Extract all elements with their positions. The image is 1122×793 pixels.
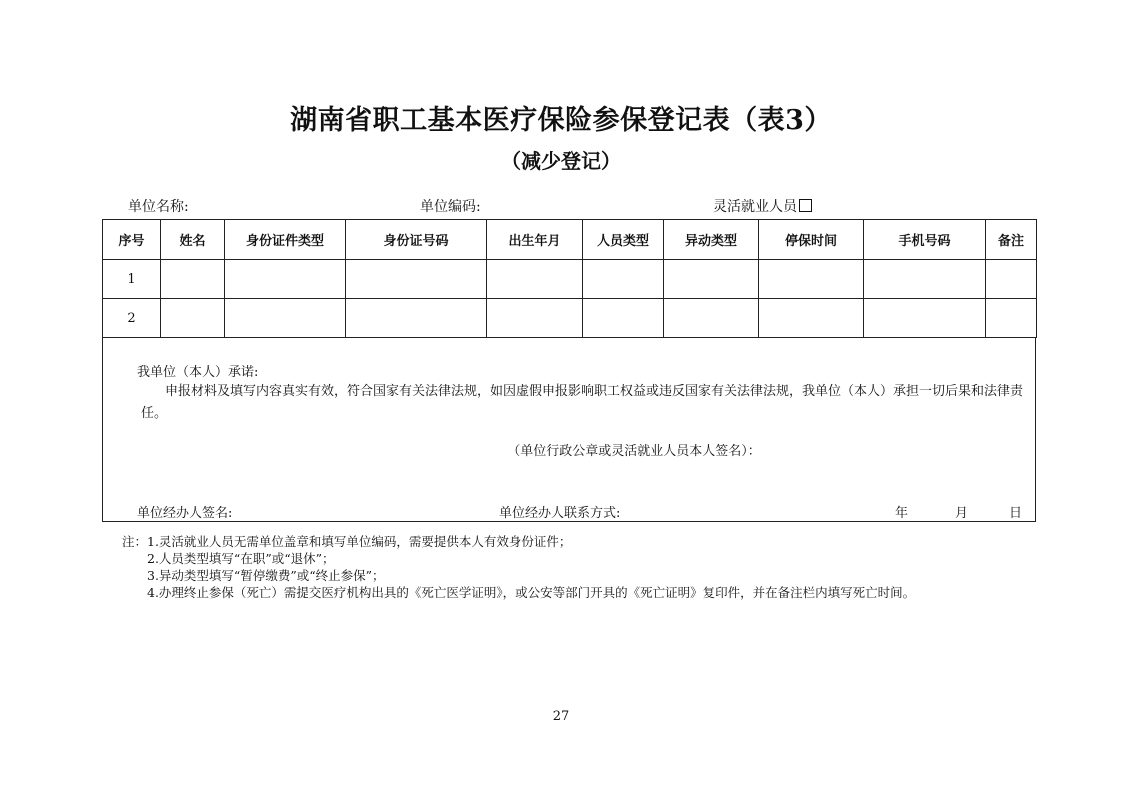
note-item: 2.人员类型填写“在职”或“退休”； — [147, 551, 335, 566]
form-subtitle: （减少登记） — [501, 149, 621, 173]
table-header-row — [103, 220, 1037, 260]
promise-heading: 我单位（本人）承诺: — [137, 365, 259, 380]
cell-id-type[interactable] — [225, 260, 346, 299]
flexible-employment-field — [713, 196, 812, 216]
date-month-label: 月 — [955, 506, 969, 521]
page-number: 27 — [552, 709, 570, 724]
header-id-type: 身份证件类型 — [225, 220, 346, 260]
registration-table — [102, 219, 1037, 338]
header-person-type: 人员类型 — [583, 220, 664, 260]
note-item: 4.办理终止参保（死亡）需提交医疗机构出具的《死亡医学证明》，或公安等部门开具的《死亡证明》复印件，并在备注栏内填写死亡时间。 — [147, 585, 916, 600]
flexible-employment-label: 灵活就业人员 — [713, 199, 797, 215]
header-change-type: 异动类型 — [664, 220, 759, 260]
note-item: 3.异动类型填写“暂停缴费”或“终止参保”； — [147, 568, 385, 583]
cell-birth-date[interactable] — [487, 299, 583, 338]
note-item: 注：1.灵活就业人员无需单位盖章和填写单位编码，需要提供本人有效身份证件； — [122, 534, 572, 549]
handler-signature-label: 单位经办人签名: — [137, 506, 233, 521]
header-name: 姓名 — [161, 220, 225, 260]
unit-code-label: 单位编码: — [420, 199, 481, 215]
signature-instruction: （单位行政公章或灵活就业人员本人签名）： — [507, 444, 761, 459]
cell-id-number[interactable] — [346, 260, 487, 299]
cell-phone[interactable] — [864, 299, 986, 338]
cell-stop-date[interactable] — [759, 299, 864, 338]
flexible-employment-checkbox[interactable] — [799, 199, 812, 212]
table-row — [103, 299, 1037, 338]
promise-body: 申报材料及填写内容真实有效，符合国家有关法律法规，如因虚假申报影响职工权益或违反国家有关法律法规，我单位（本人）承担一切后果和法律责任。 — [141, 384, 1024, 421]
date-day-label: 日 — [1009, 506, 1023, 521]
cell-person-type[interactable] — [583, 260, 664, 299]
cell-remarks[interactable] — [986, 260, 1037, 299]
header-stop-date: 停保时间 — [759, 220, 864, 260]
handler-contact-label: 单位经办人联系方式: — [499, 506, 621, 521]
header-phone: 手机号码 — [864, 220, 986, 260]
table-row — [103, 260, 1037, 299]
cell-id-number[interactable] — [346, 299, 487, 338]
unit-name-label: 单位名称: — [128, 199, 189, 215]
cell-remarks[interactable] — [986, 299, 1037, 338]
promise-section — [102, 337, 1036, 522]
header-birth-date: 出生年月 — [487, 220, 583, 260]
cell-name[interactable] — [161, 299, 225, 338]
notes-section — [122, 533, 915, 601]
header-id-number: 身份证号码 — [346, 220, 487, 260]
row-index: 2 — [103, 299, 161, 338]
form-title: 湖南省职工基本医疗保险参保登记表（表3） — [290, 105, 832, 136]
cell-id-type[interactable] — [225, 299, 346, 338]
cell-name[interactable] — [161, 260, 225, 299]
row-index: 1 — [103, 260, 161, 299]
cell-stop-date[interactable] — [759, 260, 864, 299]
cell-person-type[interactable] — [583, 299, 664, 338]
date-year-label: 年 — [895, 506, 909, 521]
header-index: 序号 — [103, 220, 161, 260]
cell-phone[interactable] — [864, 260, 986, 299]
cell-change-type[interactable] — [664, 260, 759, 299]
cell-change-type[interactable] — [664, 299, 759, 338]
header-remarks: 备注 — [986, 220, 1037, 260]
cell-birth-date[interactable] — [487, 260, 583, 299]
